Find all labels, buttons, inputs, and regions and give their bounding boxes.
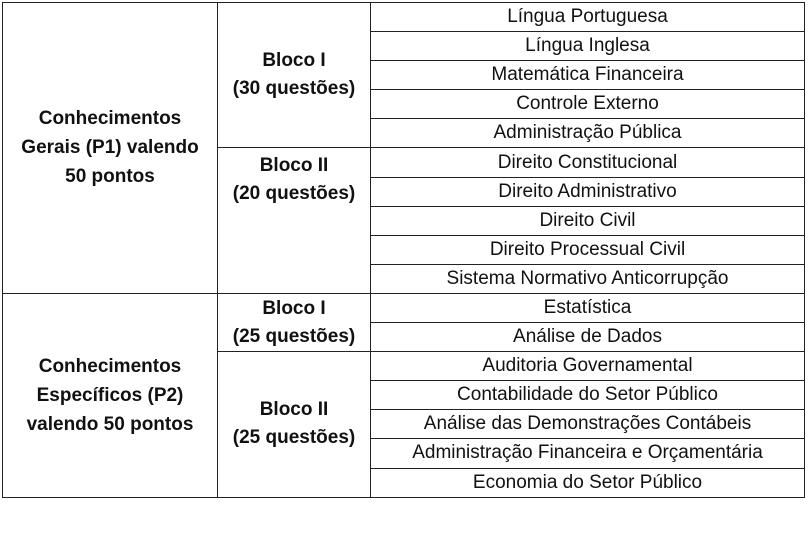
subject-cell: Direito Administrativo xyxy=(371,177,805,206)
section-title-line: Conhecimentos xyxy=(38,108,182,130)
subject-cell: Administração Pública xyxy=(371,119,805,148)
block-name: Bloco II xyxy=(259,155,329,177)
subject-cell: Economia do Setor Público xyxy=(371,468,805,497)
subject-cell: Sistema Normativo Anticorrupção xyxy=(371,264,805,293)
subject-cell: Estatística xyxy=(371,293,805,322)
block-label xyxy=(218,3,371,148)
subject-cell: Língua Inglesa xyxy=(371,32,805,61)
block-name: Bloco I xyxy=(262,297,326,319)
subject-cell: Contabilidade do Setor Público xyxy=(371,381,805,410)
block-question-count: (20 questões) xyxy=(232,183,356,205)
block-label xyxy=(218,293,371,351)
block-name: Bloco I xyxy=(262,50,326,72)
section-title-line: Específicos (P2) xyxy=(36,384,184,406)
block-question-count: (25 questões) xyxy=(232,325,356,347)
subject-cell: Direito Civil xyxy=(371,206,805,235)
block-label xyxy=(218,352,371,497)
section-title-line: 50 pontos xyxy=(65,166,155,188)
subject-cell: Auditoria Governamental xyxy=(371,352,805,381)
table-row xyxy=(3,293,805,322)
table-row xyxy=(3,3,805,32)
section-p1-title xyxy=(3,3,218,294)
subject-cell: Direito Processual Civil xyxy=(371,235,805,264)
section-title-line: Conhecimentos xyxy=(38,355,182,377)
exam-content-table xyxy=(2,2,805,498)
subject-cell: Língua Portuguesa xyxy=(371,3,805,32)
subject-cell: Análise de Dados xyxy=(371,323,805,352)
block-name: Bloco II xyxy=(259,399,329,421)
subject-cell: Direito Constitucional xyxy=(371,148,805,177)
block-question-count: (30 questões) xyxy=(232,78,356,100)
subject-cell: Controle Externo xyxy=(371,90,805,119)
block-question-count: (25 questões) xyxy=(232,427,356,449)
subject-cell: Administração Financeira e Orçamentária xyxy=(371,439,805,468)
subject-cell: Matemática Financeira xyxy=(371,61,805,90)
subject-cell: Análise das Demonstrações Contábeis xyxy=(371,410,805,439)
section-p2-title xyxy=(3,293,218,497)
block-label xyxy=(218,148,371,293)
section-title-line: Gerais (P1) valendo xyxy=(21,137,199,159)
section-title-line: valendo 50 pontos xyxy=(26,413,194,435)
